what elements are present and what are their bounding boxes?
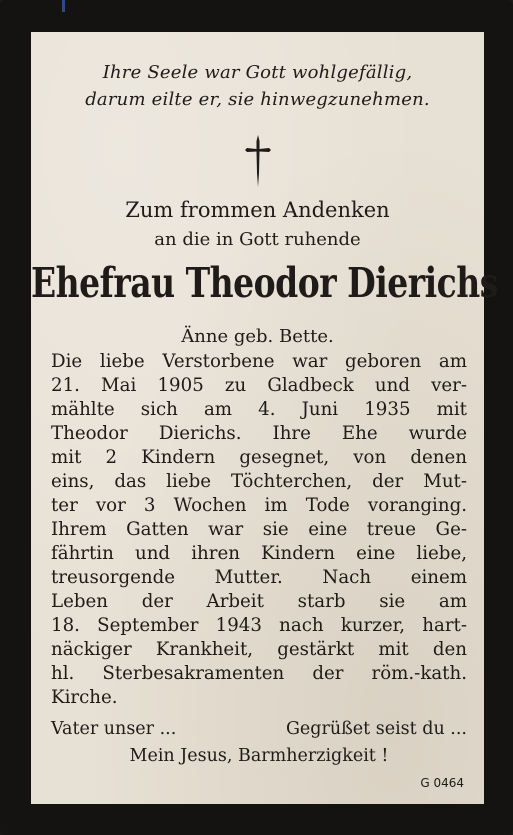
body-line: hl. Sterbesakramenten der röm.-kath. bbox=[51, 663, 467, 684]
cross-icon bbox=[243, 133, 273, 189]
body-line: Ihrem Gatten war sie eine treue Ge- bbox=[51, 519, 467, 540]
prayer-vater-unser: Vater unser ... bbox=[51, 719, 177, 739]
heading: Zum frommen Andenken bbox=[125, 198, 390, 222]
prayers-row bbox=[51, 719, 467, 743]
body-line: fährtin und ihren Kindern eine liebe, bbox=[51, 543, 467, 564]
print-code: G 0464 bbox=[420, 776, 464, 790]
body-line: näckiger Krankheit, gestärkt mit den bbox=[51, 639, 467, 660]
body-line: mit 2 Kindern gesegnet, von denen bbox=[51, 447, 467, 468]
body-line: Theodor Dierichs. Ihre Ehe wurde bbox=[51, 423, 467, 444]
body-line: eins, das liebe Töchterchen, der Mut- bbox=[51, 471, 467, 492]
body-line: 21. Mai 1905 zu Gladbeck und ver- bbox=[51, 375, 467, 396]
body-line: 18. September 1943 nach kurzer, hart- bbox=[51, 615, 467, 636]
subheading: an die in Gott ruhende bbox=[154, 229, 361, 250]
deceased-name: Ehefrau Theodor Dierichs bbox=[31, 258, 498, 307]
body-line: Leben der Arbeit starb sie am bbox=[51, 591, 467, 612]
body-line: mählte sich am 4. Juni 1935 mit bbox=[51, 399, 467, 420]
body-line: Kirche. bbox=[51, 687, 118, 708]
ink-mark bbox=[62, 0, 65, 12]
body-line: ter vor 3 Wochen im Tode voranging. bbox=[51, 495, 467, 516]
prayer-ave-maria: Gegrüßet seist du ... bbox=[285, 719, 467, 739]
prayer-final: Mein Jesus, Barmherzigkeit ! bbox=[129, 746, 389, 766]
body-line: treusorgende Mutter. Nach einem bbox=[51, 567, 467, 588]
epigraph-line-1: Ihre Seele war Gott wohlgefällig, bbox=[102, 62, 413, 83]
card-paper bbox=[31, 32, 498, 804]
body-line: Die liebe Verstorbene war geboren am bbox=[51, 351, 467, 372]
epigraph-line-2: darum eilte er, sie hinwegzunehmen. bbox=[85, 89, 430, 110]
maiden-name: Änne geb. Bette. bbox=[181, 326, 334, 347]
